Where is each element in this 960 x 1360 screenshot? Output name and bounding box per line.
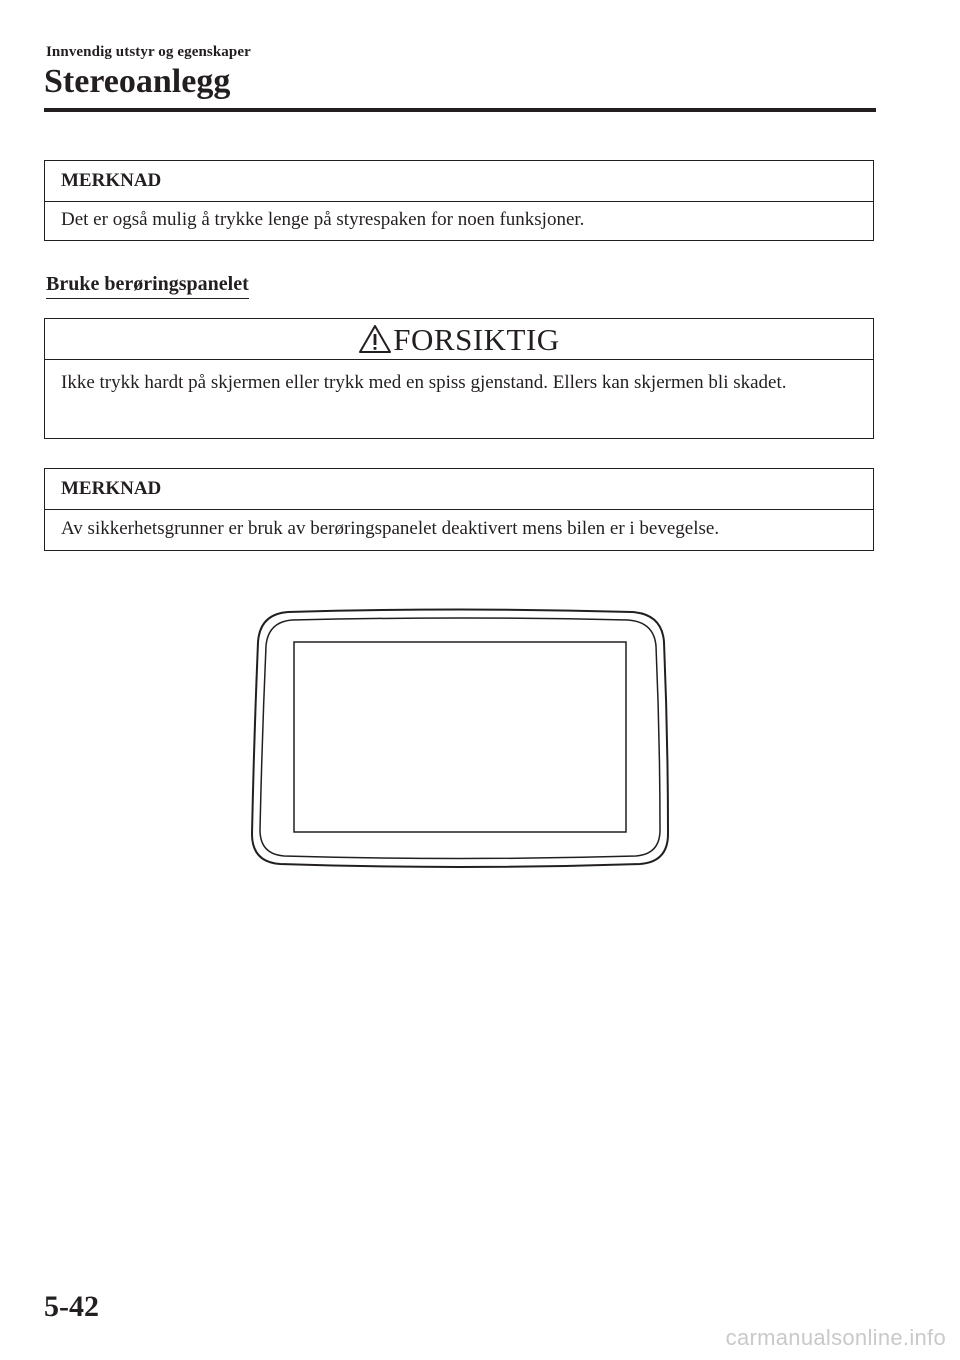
note-box: [44, 160, 874, 241]
touch-screen-figure: [248, 608, 672, 877]
note-box: [44, 468, 874, 551]
note-heading: MERKNAD: [45, 161, 873, 202]
page-number: 5-42: [44, 1290, 99, 1323]
note-text: Av sikkerhetsgrunner er bruk av berøringspanelet deaktivert mens bilen er i bevegelse.: [61, 518, 720, 539]
touch-screen-display-illustration: [248, 608, 672, 872]
caution-text: Ikke trykk hardt på skjermen eller trykk med en spiss gjenstand. Ellers kan skjermen bli skadet.: [61, 372, 787, 393]
title-divider: [44, 108, 876, 112]
section-heading: Bruke berøringspanelet: [46, 270, 249, 299]
watermark: carmanualsonline.info: [725, 1325, 946, 1350]
warning-triangle-icon: [358, 324, 392, 354]
caution-header: [45, 319, 873, 360]
note-text: Det er også mulig å trykke lenge på styrespaken for noen funksjoner.: [61, 209, 585, 230]
caution-box: [44, 318, 874, 439]
caution-heading: FORSIKTIG: [393, 322, 560, 357]
note-heading: MERKNAD: [45, 469, 873, 510]
running-head: Innvendig utstyr og egenskaper: [46, 44, 251, 60]
page-title: Stereoanlegg: [44, 63, 231, 100]
